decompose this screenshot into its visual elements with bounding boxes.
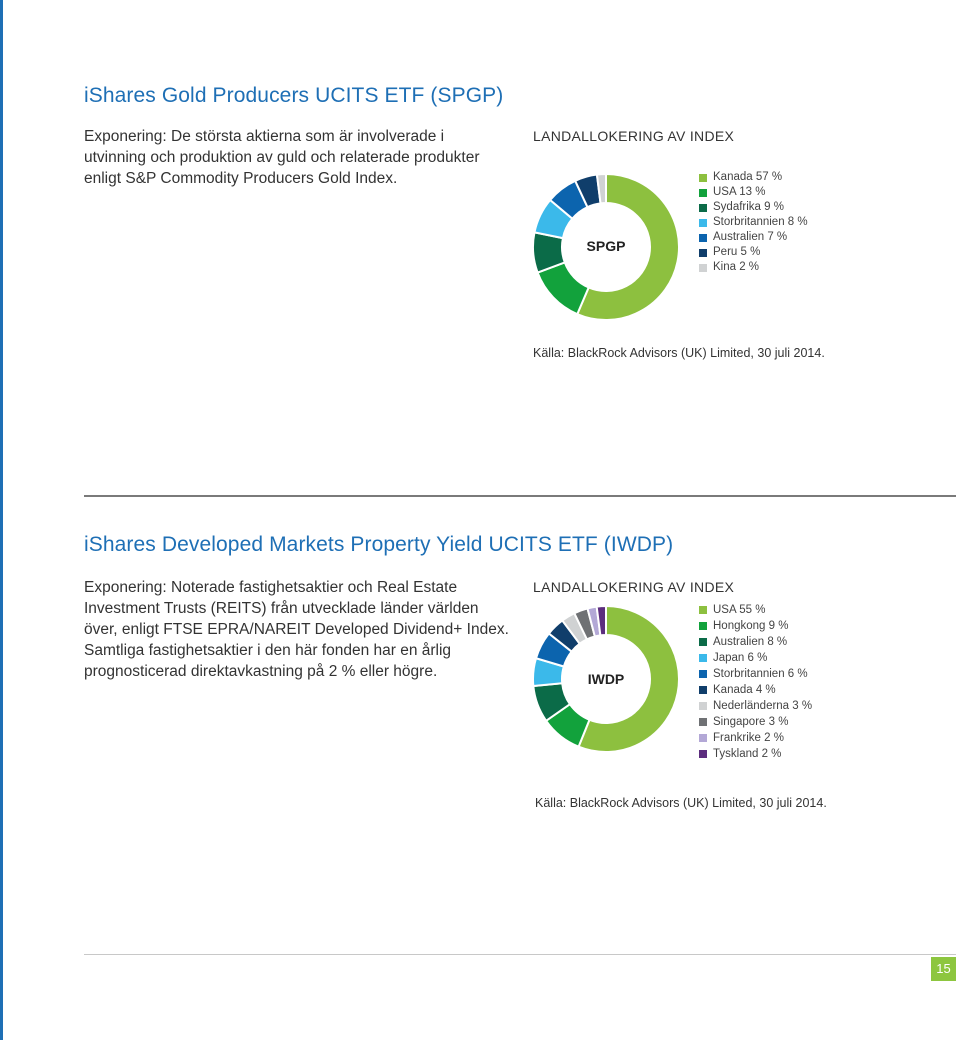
legend-item	[699, 730, 812, 746]
legend-label: USA 13 %	[713, 186, 766, 198]
legend-label: Hongkong 9 %	[713, 620, 789, 632]
iwdp-chart-heading: LANDALLOKERING AV INDEX	[533, 579, 735, 595]
legend-swatch	[699, 264, 707, 272]
legend-label: Sydafrika 9 %	[713, 201, 784, 213]
spgp-source: Källa: BlackRock Advisors (UK) Limited, 30 juli 2014.	[533, 346, 825, 360]
legend-swatch	[699, 718, 707, 726]
page-number: 15	[931, 957, 956, 981]
iwdp-chart-center-label: IWDP	[587, 671, 625, 687]
legend-label: Kanada 4 %	[713, 684, 776, 696]
legend-label: USA 55 %	[713, 604, 766, 616]
legend-item	[699, 650, 812, 666]
legend-swatch	[699, 654, 707, 662]
legend-item	[699, 746, 812, 762]
legend-label: Tyskland 2 %	[713, 748, 782, 760]
spgp-chart-center-label: SPGP	[586, 238, 626, 254]
legend-label: Kina 2 %	[713, 261, 760, 273]
section-divider	[84, 495, 956, 497]
legend-label: Frankrike 2 %	[713, 732, 784, 744]
legend-label: Storbritannien 8 %	[713, 216, 808, 228]
legend-item	[699, 230, 808, 245]
legend-item	[699, 634, 812, 650]
legend-item	[699, 185, 808, 200]
legend-item	[699, 666, 812, 682]
spgp-exposure-text: De största aktierna som är involverade i utvinning och produktion av guld och relaterade produkter enligt S&P Commodity Producers Gold Index.	[84, 128, 480, 187]
spgp-title: iShares Gold Producers UCITS ETF (SPGP)	[84, 84, 504, 107]
legend-swatch	[699, 734, 707, 742]
legend-item	[699, 245, 808, 260]
iwdp-legend	[699, 602, 812, 762]
legend-label: Kanada 57 %	[713, 171, 783, 183]
legend-label: Singapore 3 %	[713, 716, 789, 728]
spgp-chart-heading: LANDALLOKERING AV INDEX	[533, 128, 735, 144]
spgp-description	[84, 126, 504, 189]
legend-item	[699, 682, 812, 698]
legend-label: Australien 8 %	[713, 636, 788, 648]
legend-item	[699, 200, 808, 215]
legend-swatch	[699, 234, 707, 242]
legend-item	[699, 602, 812, 618]
legend-label: Storbritannien 6 %	[713, 668, 808, 680]
legend-swatch	[699, 249, 707, 257]
legend-item	[699, 170, 808, 185]
iwdp-exposure-text: Noterade fastighetsaktier och Real Estate Investment Trusts (REITS) från utvecklade länder världen över, enligt FTSE EPRA/NAREIT Developed Dividend+ Index. Samtliga fastighetsaktier i den här fonden har en årlig prognosticerad direktavkastning på 2 % eller högre.	[84, 579, 509, 680]
legend-swatch	[699, 219, 707, 227]
legend-item	[699, 618, 812, 634]
legend-swatch	[699, 189, 707, 197]
spgp-title-block	[84, 84, 960, 108]
legend-swatch	[699, 702, 707, 710]
legend-label: Nederländerna 3 %	[713, 700, 813, 712]
legend-label: Japan 6 %	[713, 652, 768, 664]
legend-item	[699, 215, 808, 230]
legend-swatch	[699, 174, 707, 182]
legend-swatch	[699, 686, 707, 694]
spgp-legend	[699, 170, 808, 275]
footer-divider	[84, 954, 956, 955]
legend-swatch	[699, 638, 707, 646]
legend-swatch	[699, 204, 707, 212]
iwdp-source: Källa: BlackRock Advisors (UK) Limited, 30 juli 2014.	[535, 796, 827, 810]
legend-swatch	[699, 750, 707, 758]
spgp-exposure-label: Exponering:	[84, 128, 167, 145]
iwdp-title: iShares Developed Markets Property Yield UCITS ETF (IWDP)	[84, 533, 674, 556]
legend-item	[699, 698, 812, 714]
iwdp-title-block	[84, 533, 960, 557]
legend-swatch	[699, 670, 707, 678]
legend-label: Peru 5 %	[713, 246, 761, 258]
iwdp-exposure-label: Exponering:	[84, 579, 167, 596]
iwdp-description	[84, 577, 514, 682]
legend-swatch	[699, 606, 707, 614]
legend-item	[699, 260, 808, 275]
legend-label: Australien 7 %	[713, 231, 788, 243]
page-edge-bar	[0, 0, 3, 1040]
legend-item	[699, 714, 812, 730]
legend-swatch	[699, 622, 707, 630]
